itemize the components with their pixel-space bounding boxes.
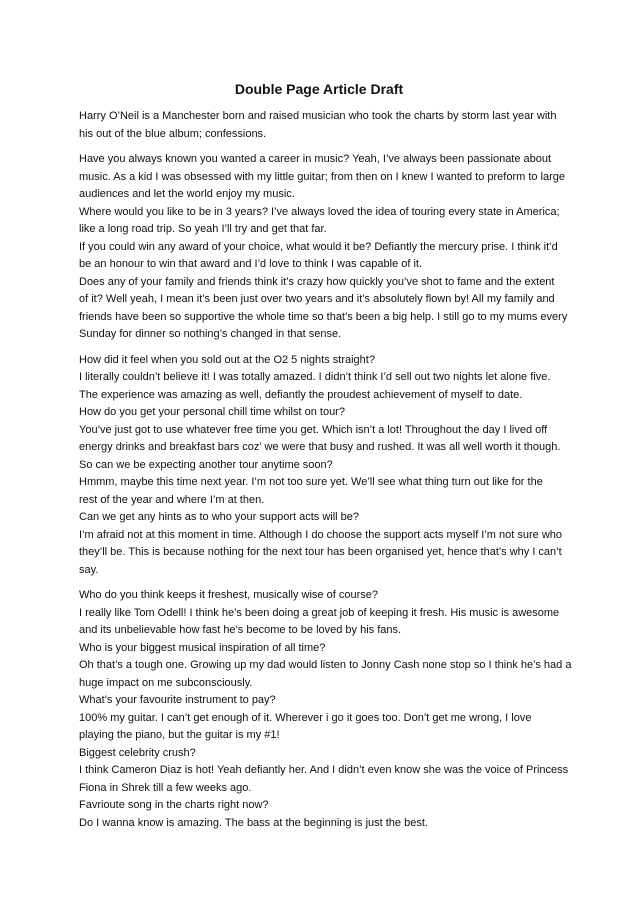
text-line: Can we get any hints as to who your support acts will be? (79, 511, 360, 523)
text-line: they’ll be. This is because nothing for the next tour has been organised yet, hence that’s why I can’t (79, 546, 562, 558)
text-line: Harry O’Neil is a Manchester born and raised musician who took the charts by storm last year with (79, 110, 557, 122)
interview-section-2 (79, 352, 569, 580)
text-line: The experience was amazing as well, defiantly the proudest achievement of myself to date. (79, 388, 523, 401)
text-line: Hmmm, maybe this time next year. I’m not too sure yet. We’ll see what thing turn out like for the (79, 476, 543, 488)
intro-paragraph (79, 108, 569, 143)
text-line: be an honour to win that award and I’d love to think I was capable of it. (79, 258, 423, 270)
text-line: Do I wanna know is amazing. The bass at the beginning is just the best. (79, 816, 428, 829)
text-line: 100% my guitar. I can’t get enough of it. Wherever i go it goes too. Don’t get me wrong, I love (79, 711, 532, 724)
text-line: I really like Tom Odell! I think he’s been doing a great job of keeping it fresh. His music is awesome (79, 606, 560, 619)
text-line: and its unbelievable how fast he’s become to be loved by his fans. (79, 624, 402, 636)
text-line: I think Cameron Diaz is hot! Yeah defiantly her. And I didn’t even know she was the voice of Princess (79, 764, 569, 776)
text-line: You’ve just got to use whatever free time you get. Which isn’t a lot! Throughout the day I lived off (79, 423, 548, 436)
text-line: like a long road trip. So yeah I’ll try and get that far. (79, 223, 327, 235)
text-line: Where would you like to be in 3 years? I’ve always loved the idea of touring every state in America; (79, 205, 560, 218)
text-line: rest of the year and where I’m at then. (79, 493, 265, 506)
text-line: I literally couldn’t believe it! I was totally amazed. I didn’t think I’d sell out two nights let alone five. (79, 371, 551, 383)
text-line: Have you always known you wanted a career in music? Yeah, I’ve always been passionate about (79, 153, 552, 165)
text-line: Does any of your family and friends think it’s crazy how quickly you’ve shot to fame and the extent (79, 275, 555, 288)
text-line: say. (79, 563, 99, 576)
text-line: Fiona in Shrek till a few weeks ago. (79, 781, 252, 794)
text-line: audiences and let the world enjoy my music. (79, 188, 295, 200)
text-line: energy drinks and breakfast bars coz’ we were that busy and rushed. It was all well worth it though. (79, 441, 561, 453)
text-line: Oh that’s a tough one. Growing up my dad would listen to Jonny Cash none stop so I think he’s had a (79, 659, 572, 671)
text-line: How did it feel when you sold out at the O2 5 nights straight? (79, 353, 375, 366)
text-line: What’s your favourite instrument to pay? (79, 694, 276, 706)
text-line: of it? Well yeah, I mean it’s been just over two years and it’s absolutely flown by! All my family and (79, 293, 555, 305)
text-line: huge impact on me subconsciously. (79, 676, 253, 689)
text-line: playing the piano, but the guitar is my #1! (79, 729, 280, 741)
text-line: I’m afraid not at this moment in time. Although I do choose the support acts myself I’m not sure who (79, 528, 563, 541)
interview-section-3 (79, 587, 572, 832)
interview-section-1 (79, 151, 569, 344)
text-line: Who is your biggest musical inspiration of all time? (79, 641, 326, 654)
text-line: How do you get your personal chill time whilst on tour? (79, 406, 345, 418)
text-line: Sunday for dinner so nothing’s changed in that sense. (79, 328, 342, 340)
text-line: music. As a kid I was obsessed with my little guitar; from then on I knew I wanted to preform to large (79, 170, 566, 183)
text-line: Favrioute song in the charts right now? (79, 799, 269, 811)
text-line: friends have been so supportive the whole time so that’s been a big help. I still go to my mums every (79, 310, 568, 323)
text-line: Biggest celebrity crush? (79, 746, 196, 759)
text-line: So can we be expecting another tour anytime soon? (79, 458, 333, 471)
document-title: Double Page Article Draft (234, 81, 404, 97)
text-line: Who do you think keeps it freshest, musically wise of course? (79, 589, 378, 601)
text-line: his out of the blue album; confessions. (79, 127, 267, 140)
text-line: If you could win any award of your choice, what would it be? Defiantly the mercury prise. I think it’d (79, 240, 558, 253)
article-body (79, 108, 572, 840)
